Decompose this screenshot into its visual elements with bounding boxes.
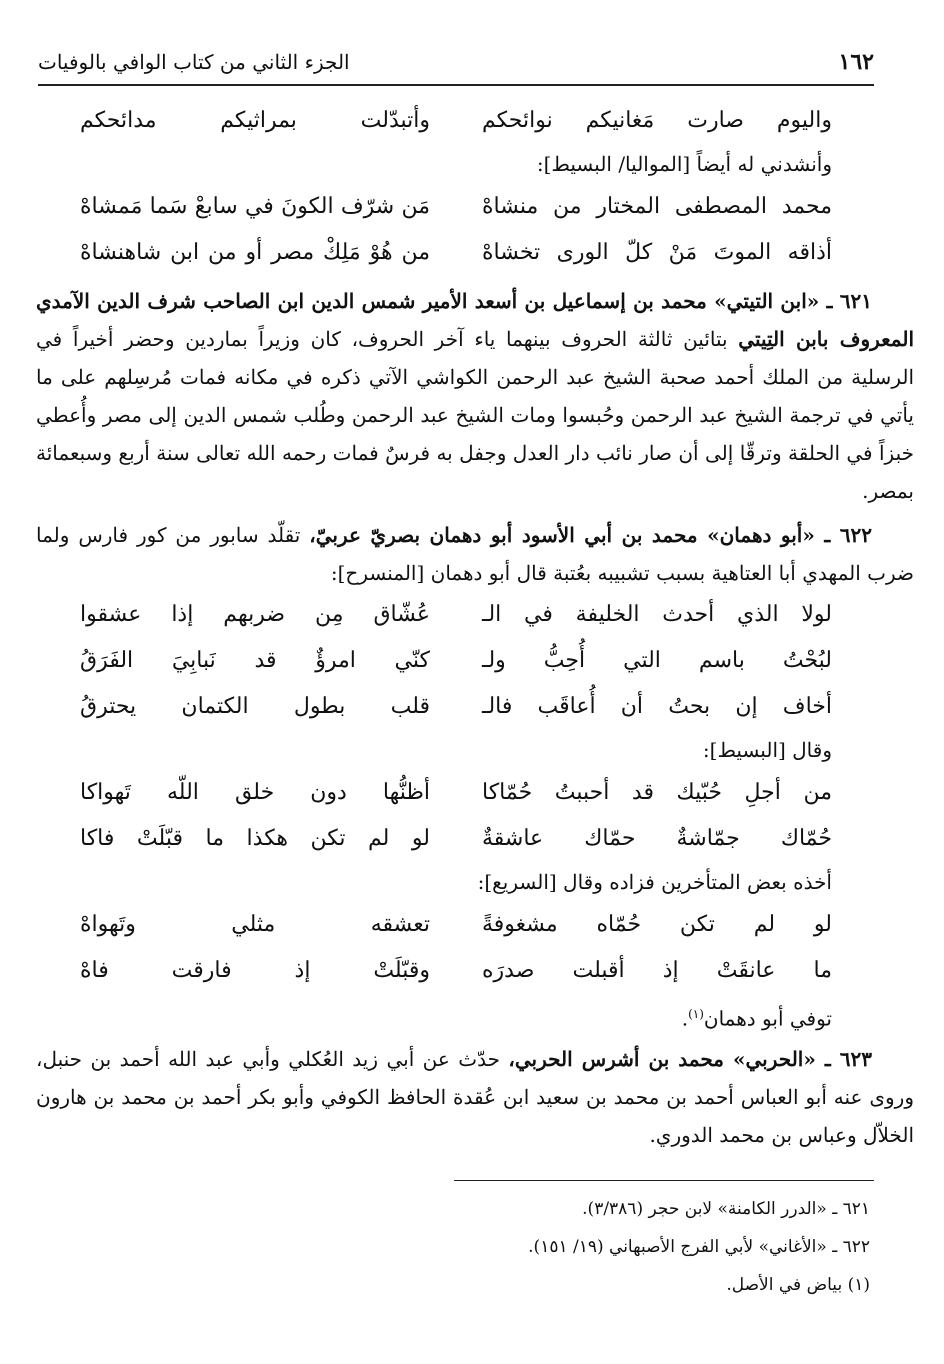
verse-hemistich-left: وقبّلَتْ إذ فارقت فاهْ (80, 958, 430, 983)
verse-hemistich-left: كنّي امرؤٌ قد نَبابِيَ الفَرَقُ (80, 648, 430, 673)
page-number: ١٦٢ (838, 49, 874, 75)
verse-line (76, 684, 874, 730)
poem-intro: أخذه بعض المتأخرين فزاده وقال [السريع]: (477, 870, 832, 894)
verse-line (76, 816, 874, 862)
verse-hemistich-left: من هُوْ مَلِكْ مصر أو من ابن شاهنشاهْ (80, 240, 430, 265)
entry-622 (36, 516, 914, 592)
footnote-marker: (١) (688, 1007, 704, 1021)
verse-line (76, 770, 874, 816)
verse-line (76, 592, 874, 638)
verse-hemistich-right: ما عانقَتْ إذ أقبلت صدرَه (482, 958, 832, 983)
verse-hemistich-left: قلب بطول الكتمان يحترقُ (80, 694, 430, 719)
verse-hemistich-right: حُمّاك جمّاشةٌ حمّاك عاشقةٌ (482, 826, 832, 851)
entry-623 (36, 1040, 914, 1154)
verse-hemistich-left: وأتبدّلت بمراثيكم مدائحكم (80, 108, 430, 133)
verse-hemistich-right: محمد المصطفى المختار من منشاهْ (482, 194, 832, 219)
entry-body: تقلّد سابور من كور فارس ولما ضرب المهدي أبا العتاهية بسبب تشبيبه بعُتبة قال أبو دهمان [المنسرح]: (36, 523, 914, 585)
entry-heading: ٦٢٢ ـ «أبو دهمان» محمد بن أبي الأسود أبو دهمان بصريّ عربيّ، (309, 523, 872, 547)
verse-line (76, 902, 874, 948)
entry-621 (36, 282, 915, 510)
verse-hemistich-left: عُشّاق مِن ضربهم إذا عشقوا (80, 602, 430, 627)
running-title: الجزء الثاني من كتاب الوافي بالوفيات (38, 50, 350, 74)
poem-intro: وقال [البسيط]: (702, 738, 832, 762)
verse-line (76, 230, 874, 276)
death-note-text: توفي أبو دهمان (703, 1006, 832, 1031)
entry-heading: ٦٢١ ـ «ابن التيتي» محمد بن إسماعيل بن أسعد الأمير شمس الدين ابن الصاحب شرف الدين الآمدي المعروف بابن التِيتي (36, 289, 915, 351)
entry-body: حدّث عن أبي زيد العُكلي وأبي عبد الله أحمد بن حنبل، وروى عنه أبو العباس أحمد بن محمد بن سعيد ابن عُقدة الحافظ الكوفي وأبو بكر أحمد بن محمد بن هارون الخلاّل وعباس بن محمد الدوري. (36, 1047, 914, 1147)
verse-hemistich-right: أذاقه الموتَ مَنْ كلّ الورى تخشاهْ (482, 240, 832, 265)
footnote: ٦٢١ ـ «الدرر الكامنة» لابن حجر (٣/٣٨٦). (582, 1199, 870, 1219)
verse-line (76, 638, 874, 684)
footnote: ٦٢٢ ـ «الأغاني» لأبي الفرج الأصبهاني (١٩/ ١٥١). (528, 1237, 870, 1257)
verse-hemistich-right: واليوم صارت مَغانيكم نوائحكم (482, 108, 832, 133)
verse-hemistich-right: أخاف إن بحتُ أن أُعاقَب فالـ (482, 694, 832, 719)
verse-hemistich-left: لو لم تكن هكذا ما قبّلَتْ فاكا (80, 826, 430, 851)
verse-hemistich-right: لولا الذي أحدث الخليفة في الـ (482, 602, 832, 627)
main-text (36, 98, 915, 1154)
verse-hemistich-right: لو لم تكن حُمّاه مشغوفةً (482, 912, 832, 937)
verse-hemistich-right: من أجلِ حُبّيك قد أحببتُ حُمّاكا (482, 780, 832, 805)
entry-body: بتائين ثالثة الحروف بينهما ياء آخر الحروف، كان وزيراً بماردين وحضر أخيراً في الرسلية من الملك أحمد صحبة الشيخ عبد الرحمن الكواشي الآتي ذكره في مكانه فمات مُرسِلهم على ما يأتي في ترجمة الشيخ عبد الرحمن وحُبسوا ومات الشيخ عبد الرحمن وطُلب شمس الدين إلى مصر وأُعطي خبزاً في الحلقة وترقّا إلى أن صار نائب دار العدل وجفل به فرسٌ فمات رحمه الله تعالى سنة أربع وسبعمائة بمصر. (36, 327, 914, 503)
verse-hemistich-left: أظنُّها دون خلق اللّه تَهواكا (80, 780, 430, 805)
verse-line (76, 184, 874, 230)
footnotes (76, 1190, 874, 1304)
verse-hemistich-left: تعشقه مثلي وتَهواهْ (80, 912, 430, 937)
verse-line (76, 98, 874, 144)
death-note (76, 994, 874, 1034)
entry-heading: ٦٢٣ ـ «الحربي» محمد بن أشرس الحربي، (508, 1047, 872, 1071)
verse-hemistich-right: لبُحْتُ باسم التي أُحِبُّ ولـ (482, 648, 832, 673)
verse-line (76, 948, 874, 994)
death-note-end: . (681, 1006, 689, 1031)
footnote: (١) بياض في الأصل. (726, 1275, 870, 1295)
poem-intro: وأنشدني له أيضاً [المواليا/ البسيط]: (536, 152, 832, 176)
verse-hemistich-left: مَن شرّف الكونَ في سابعْ سَما مَمشاهْ (80, 194, 430, 219)
page-header (38, 40, 874, 86)
footnote-separator (454, 1180, 874, 1181)
